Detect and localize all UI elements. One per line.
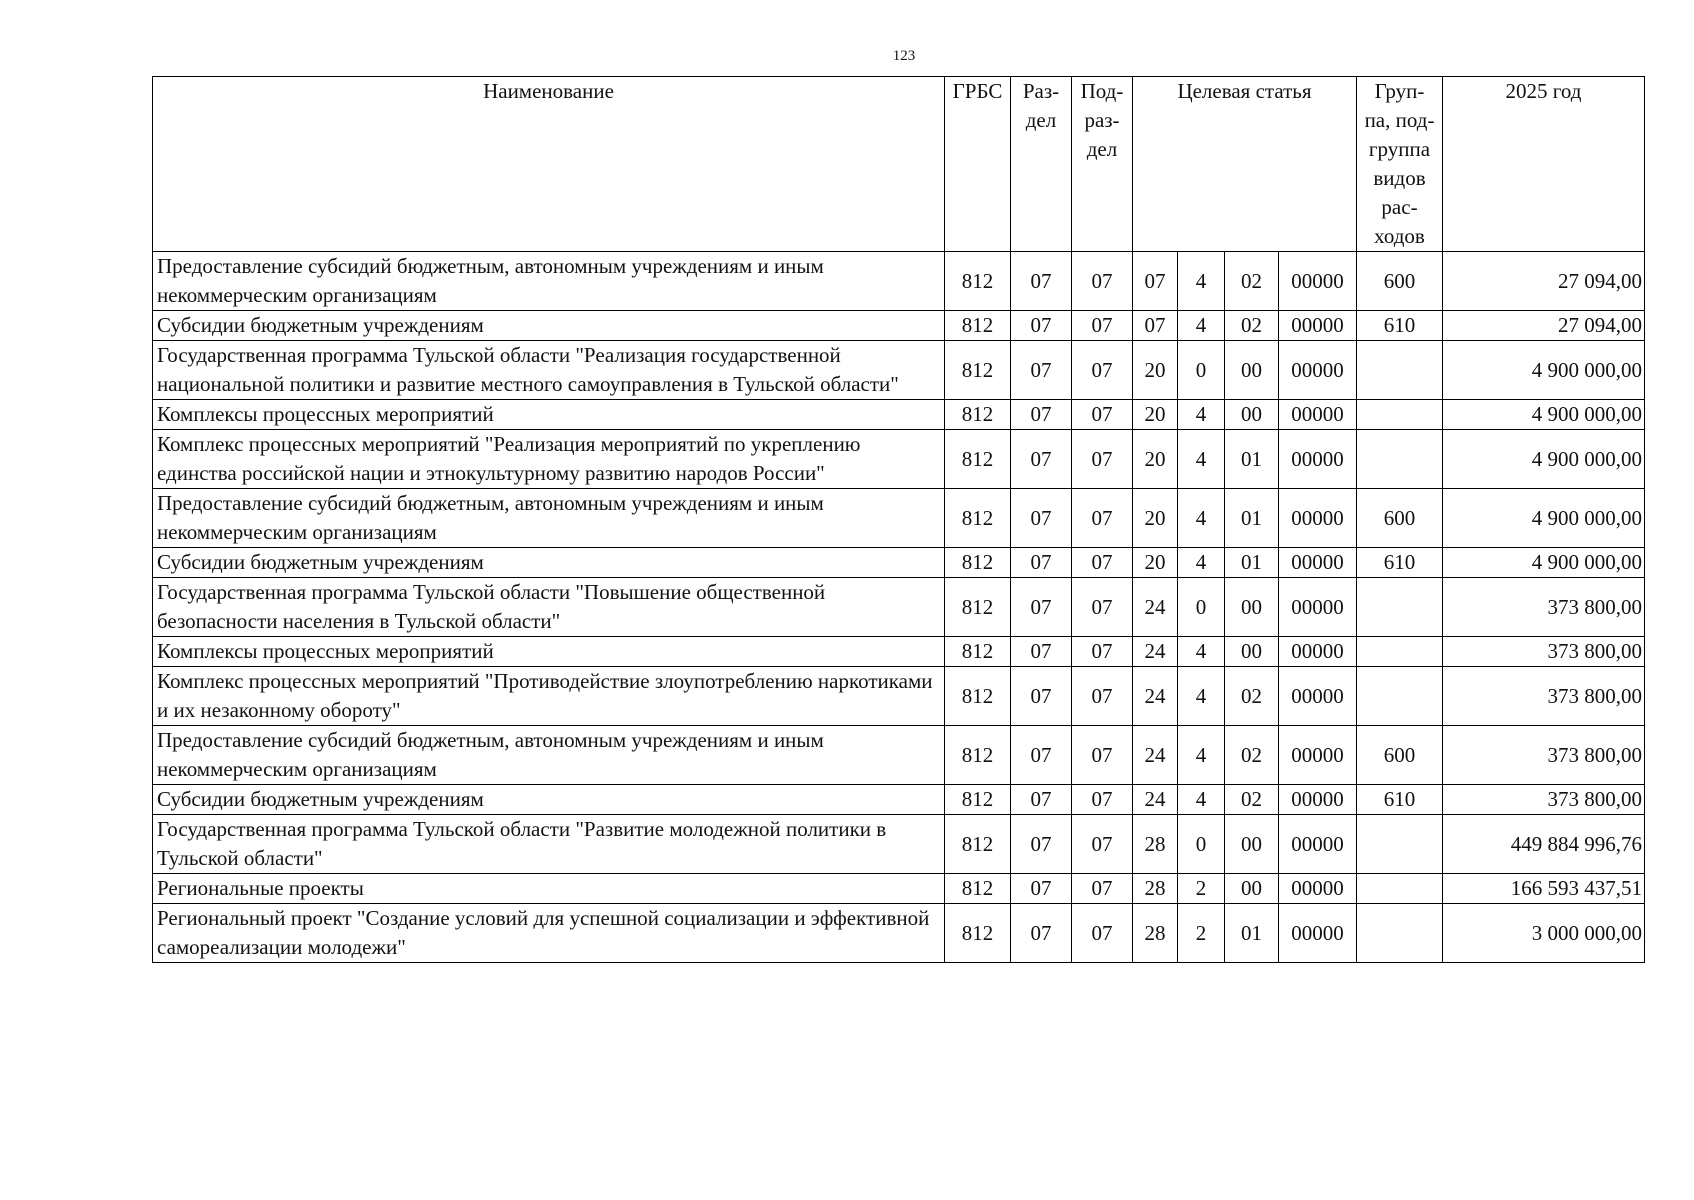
row-razdel: 07 (1011, 400, 1072, 430)
row-target-structure: 02 (1225, 785, 1279, 815)
table-row (153, 400, 1645, 430)
row-amount: 373 800,00 (1443, 667, 1645, 726)
row-name: Предоставление субсидий бюджетным, автономным учреждениям и иным некоммерческим организациям (153, 489, 945, 548)
row-target-program: 20 (1133, 548, 1178, 578)
table-row (153, 341, 1645, 400)
row-amount: 373 800,00 (1443, 578, 1645, 637)
row-group (1357, 874, 1443, 904)
row-target-structure: 00 (1225, 400, 1279, 430)
row-amount: 27 094,00 (1443, 252, 1645, 311)
row-target-type: 4 (1178, 785, 1225, 815)
row-name: Субсидии бюджетным учреждениям (153, 311, 945, 341)
row-target-direction: 00000 (1279, 341, 1357, 400)
table-row (153, 548, 1645, 578)
row-target-structure: 02 (1225, 726, 1279, 785)
header-razdel-line: Раз- (1022, 79, 1060, 103)
row-target-structure: 01 (1225, 548, 1279, 578)
row-group (1357, 430, 1443, 489)
header-razdel-line: дел (1025, 108, 1057, 132)
row-name: Региональные проекты (153, 874, 945, 904)
row-group: 600 (1357, 489, 1443, 548)
row-razdel: 07 (1011, 252, 1072, 311)
row-razdel: 07 (1011, 341, 1072, 400)
row-group (1357, 815, 1443, 874)
header-group (1357, 77, 1443, 252)
row-target-direction: 00000 (1279, 667, 1357, 726)
row-podrazdel: 07 (1072, 815, 1133, 874)
row-target-program: 20 (1133, 430, 1178, 489)
row-target-direction: 00000 (1279, 874, 1357, 904)
table-row (153, 667, 1645, 726)
header-podrazdel (1072, 77, 1133, 252)
row-target-type: 4 (1178, 311, 1225, 341)
row-target-direction: 00000 (1279, 400, 1357, 430)
row-grbs: 812 (945, 252, 1011, 311)
row-target-program: 24 (1133, 785, 1178, 815)
row-grbs: 812 (945, 637, 1011, 667)
row-target-type: 0 (1178, 578, 1225, 637)
header-year: 2025 год (1443, 77, 1645, 252)
header-name: Наименование (153, 77, 945, 252)
row-razdel: 07 (1011, 726, 1072, 785)
row-name: Предоставление субсидий бюджетным, автономным учреждениям и иным некоммерческим организациям (153, 726, 945, 785)
row-name: Комплексы процессных мероприятий (153, 400, 945, 430)
row-amount: 4 900 000,00 (1443, 430, 1645, 489)
row-grbs: 812 (945, 430, 1011, 489)
row-name: Государственная программа Тульской области "Повышение общественной безопасности населения в Тульской области" (153, 578, 945, 637)
row-target-program: 20 (1133, 489, 1178, 548)
table-row (153, 489, 1645, 548)
row-amount: 449 884 996,76 (1443, 815, 1645, 874)
row-target-program: 28 (1133, 904, 1178, 963)
table-row (153, 874, 1645, 904)
row-razdel: 07 (1011, 904, 1072, 963)
row-razdel: 07 (1011, 578, 1072, 637)
row-podrazdel: 07 (1072, 252, 1133, 311)
row-target-type: 0 (1178, 815, 1225, 874)
row-podrazdel: 07 (1072, 311, 1133, 341)
row-razdel: 07 (1011, 489, 1072, 548)
header-grbs: ГРБС (945, 77, 1011, 252)
header-row (153, 77, 1645, 252)
row-podrazdel: 07 (1072, 548, 1133, 578)
row-name: Государственная программа Тульской области "Реализация государственной национальной политики и развитие местного самоуправления в Тульской области" (153, 341, 945, 400)
row-grbs: 812 (945, 548, 1011, 578)
table-row (153, 637, 1645, 667)
row-target-type: 4 (1178, 667, 1225, 726)
row-group (1357, 400, 1443, 430)
row-amount: 4 900 000,00 (1443, 548, 1645, 578)
table-row (153, 311, 1645, 341)
table-row (153, 252, 1645, 311)
row-target-structure: 02 (1225, 667, 1279, 726)
row-razdel: 07 (1011, 667, 1072, 726)
row-podrazdel: 07 (1072, 785, 1133, 815)
row-amount: 27 094,00 (1443, 311, 1645, 341)
table-row (153, 904, 1645, 963)
row-target-direction: 00000 (1279, 430, 1357, 489)
row-target-direction: 00000 (1279, 252, 1357, 311)
table-row (153, 578, 1645, 637)
row-name: Комплексы процессных мероприятий (153, 637, 945, 667)
row-podrazdel: 07 (1072, 489, 1133, 548)
row-podrazdel: 07 (1072, 637, 1133, 667)
row-name: Субсидии бюджетным учреждениям (153, 548, 945, 578)
row-target-type: 4 (1178, 548, 1225, 578)
budget-table (152, 76, 1645, 963)
row-name: Государственная программа Тульской области "Развитие молодежной политики в Тульской области" (153, 815, 945, 874)
row-target-program: 28 (1133, 874, 1178, 904)
row-target-type: 4 (1178, 726, 1225, 785)
row-name: Субсидии бюджетным учреждениям (153, 785, 945, 815)
row-target-direction: 00000 (1279, 726, 1357, 785)
header-podrazdel-line: раз- (1084, 108, 1120, 132)
row-target-program: 28 (1133, 815, 1178, 874)
row-grbs: 812 (945, 311, 1011, 341)
row-amount: 3 000 000,00 (1443, 904, 1645, 963)
row-grbs: 812 (945, 874, 1011, 904)
row-podrazdel: 07 (1072, 400, 1133, 430)
row-target-program: 07 (1133, 311, 1178, 341)
header-razdel (1011, 77, 1072, 252)
row-name: Комплекс процессных мероприятий "Противодействие злоупотреблению наркотиками и их незаконному обороту" (153, 667, 945, 726)
row-razdel: 07 (1011, 548, 1072, 578)
row-target-type: 2 (1178, 874, 1225, 904)
row-podrazdel: 07 (1072, 874, 1133, 904)
row-target-type: 4 (1178, 252, 1225, 311)
row-target-type: 4 (1178, 400, 1225, 430)
row-target-structure: 00 (1225, 637, 1279, 667)
row-group (1357, 667, 1443, 726)
row-target-structure: 00 (1225, 815, 1279, 874)
row-target-type: 4 (1178, 430, 1225, 489)
row-name: Предоставление субсидий бюджетным, автономным учреждениям и иным некоммерческим организациям (153, 252, 945, 311)
row-target-direction: 00000 (1279, 785, 1357, 815)
row-amount: 373 800,00 (1443, 637, 1645, 667)
table-row (153, 726, 1645, 785)
row-podrazdel: 07 (1072, 341, 1133, 400)
row-podrazdel: 07 (1072, 904, 1133, 963)
table-row (153, 785, 1645, 815)
header-target: Целевая статья (1133, 77, 1357, 252)
row-target-direction: 00000 (1279, 904, 1357, 963)
row-amount: 373 800,00 (1443, 785, 1645, 815)
header-group-line: Груп- (1374, 79, 1425, 103)
row-razdel: 07 (1011, 430, 1072, 489)
row-target-program: 24 (1133, 667, 1178, 726)
row-target-direction: 00000 (1279, 489, 1357, 548)
row-podrazdel: 07 (1072, 578, 1133, 637)
header-podrazdel-line: дел (1086, 137, 1118, 161)
row-target-program: 24 (1133, 726, 1178, 785)
header-group-line: группа (1368, 137, 1431, 161)
row-target-type: 0 (1178, 341, 1225, 400)
table-row (153, 815, 1645, 874)
row-target-structure: 00 (1225, 578, 1279, 637)
row-amount: 4 900 000,00 (1443, 341, 1645, 400)
row-target-direction: 00000 (1279, 637, 1357, 667)
row-group (1357, 578, 1443, 637)
row-target-structure: 01 (1225, 430, 1279, 489)
row-grbs: 812 (945, 815, 1011, 874)
row-group (1357, 637, 1443, 667)
row-razdel: 07 (1011, 311, 1072, 341)
row-target-program: 24 (1133, 578, 1178, 637)
row-target-program: 24 (1133, 637, 1178, 667)
row-grbs: 812 (945, 667, 1011, 726)
row-name: Комплекс процессных мероприятий "Реализация мероприятий по укреплению единства российской нации и этнокультурному развитию народов России" (153, 430, 945, 489)
row-group: 600 (1357, 252, 1443, 311)
row-podrazdel: 07 (1072, 667, 1133, 726)
row-razdel: 07 (1011, 785, 1072, 815)
row-grbs: 812 (945, 785, 1011, 815)
row-amount: 166 593 437,51 (1443, 874, 1645, 904)
row-amount: 4 900 000,00 (1443, 400, 1645, 430)
row-grbs: 812 (945, 726, 1011, 785)
row-target-program: 20 (1133, 341, 1178, 400)
table-row (153, 430, 1645, 489)
row-target-type: 4 (1178, 489, 1225, 548)
row-group: 610 (1357, 548, 1443, 578)
row-group: 610 (1357, 785, 1443, 815)
row-target-direction: 00000 (1279, 548, 1357, 578)
row-group: 610 (1357, 311, 1443, 341)
row-amount: 4 900 000,00 (1443, 489, 1645, 548)
row-razdel: 07 (1011, 815, 1072, 874)
row-grbs: 812 (945, 341, 1011, 400)
row-grbs: 812 (945, 578, 1011, 637)
row-razdel: 07 (1011, 874, 1072, 904)
row-target-direction: 00000 (1279, 815, 1357, 874)
row-group (1357, 341, 1443, 400)
row-target-type: 2 (1178, 904, 1225, 963)
row-grbs: 812 (945, 400, 1011, 430)
row-target-structure: 01 (1225, 489, 1279, 548)
row-target-structure: 00 (1225, 341, 1279, 400)
row-podrazdel: 07 (1072, 726, 1133, 785)
row-target-structure: 02 (1225, 252, 1279, 311)
header-group-line: па, под- (1364, 108, 1435, 132)
row-razdel: 07 (1011, 637, 1072, 667)
header-group-line: ходов (1374, 224, 1425, 248)
row-target-program: 07 (1133, 252, 1178, 311)
row-grbs: 812 (945, 489, 1011, 548)
row-target-program: 20 (1133, 400, 1178, 430)
row-target-structure: 02 (1225, 311, 1279, 341)
header-podrazdel-line: Под- (1080, 79, 1124, 103)
row-target-direction: 00000 (1279, 578, 1357, 637)
row-group (1357, 904, 1443, 963)
row-target-direction: 00000 (1279, 311, 1357, 341)
row-group: 600 (1357, 726, 1443, 785)
row-amount: 373 800,00 (1443, 726, 1645, 785)
row-target-type: 4 (1178, 637, 1225, 667)
row-target-structure: 01 (1225, 904, 1279, 963)
row-podrazdel: 07 (1072, 430, 1133, 489)
row-name: Региональный проект "Создание условий для успешной социализации и эффективной самореализации молодежи" (153, 904, 945, 963)
row-grbs: 812 (945, 904, 1011, 963)
header-group-line: рас- (1381, 195, 1418, 219)
header-group-line: видов (1373, 166, 1426, 190)
row-target-structure: 00 (1225, 874, 1279, 904)
page-number: 123 (892, 48, 916, 64)
